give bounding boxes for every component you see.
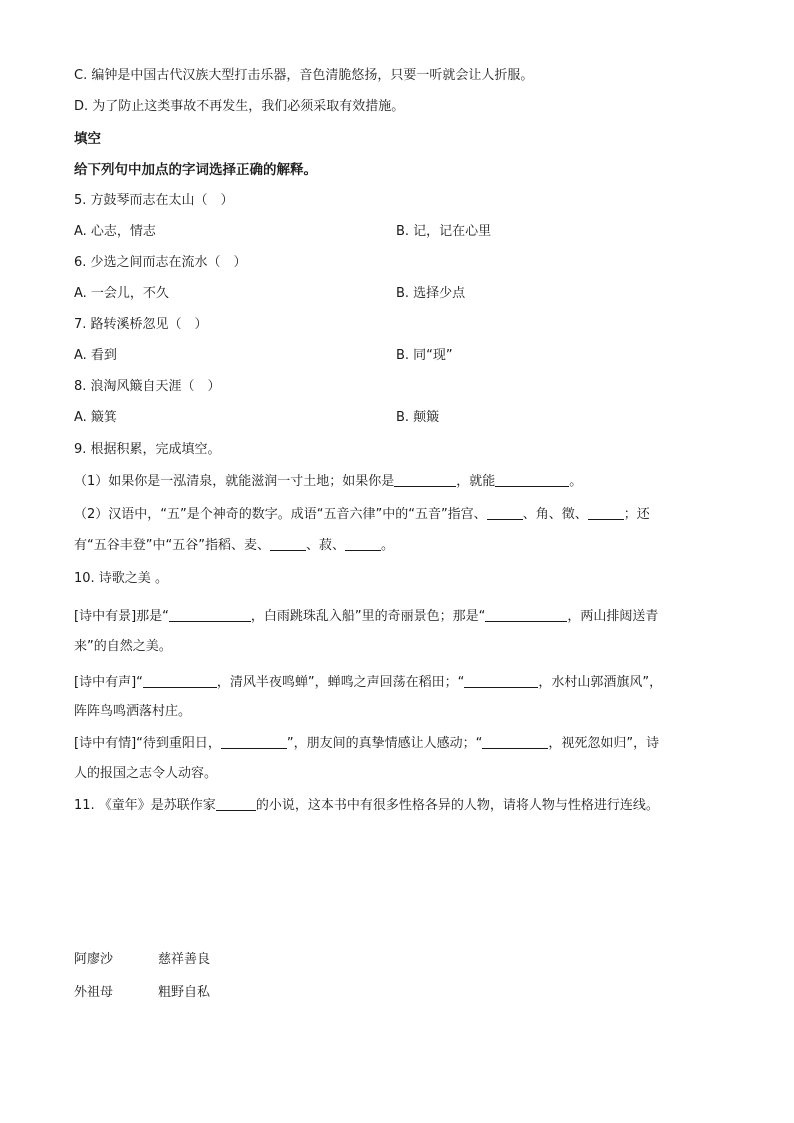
q10-line6: 人的报国之志令人动容。 bbox=[74, 766, 218, 781]
q6-option-a: A. 一会儿，不久 bbox=[74, 286, 169, 301]
answer-blank[interactable] bbox=[485, 607, 567, 622]
answer-blank[interactable] bbox=[394, 472, 456, 487]
q10-line5: [诗中有情]“待到重阳日， ”，朋友间的真挚情感让人感动；“ ，视死忽如归”，诗 bbox=[74, 736, 660, 751]
match-left-1[interactable]: 阿廖沙 bbox=[74, 952, 114, 967]
q8-stem: 8. 浪淘风簸自天涯（ ） bbox=[74, 379, 221, 394]
answer-blank[interactable] bbox=[588, 505, 624, 520]
q7-option-b: B. 同“现” bbox=[396, 348, 453, 363]
answer-blank[interactable] bbox=[487, 505, 523, 520]
q10-line4: 阵阵鸟鸣洒落村庄。 bbox=[74, 704, 192, 719]
match-left-2[interactable]: 外祖母 bbox=[74, 985, 114, 1000]
q7-stem: 7. 路转溪桥忽见（ ） bbox=[74, 317, 208, 332]
instruction: 给下列句中加点的字词选择正确的解释。 bbox=[74, 162, 317, 178]
q9-part2: （2）汉语中，“五”是个神奇的数字。成语“五音六律”中的“五音”指宫、 、角、徵、 ；还 bbox=[74, 507, 650, 522]
section-title: 填空 bbox=[74, 131, 101, 147]
q10-stem: 10. 诗歌之美 。 bbox=[74, 571, 168, 586]
q10-line3: [诗中有声]“ ，清风半夜鸣蝉”，蝉鸣之声回荡在稻田；“ ，水村山郭酒旗风”， bbox=[74, 675, 663, 690]
answer-blank[interactable] bbox=[143, 673, 217, 688]
q11-stem: 11. 《童年》是苏联作家 的小说，这本书中有很多性格各异的人物，请将人物与性格进行连线。 bbox=[74, 798, 659, 813]
q6-stem: 6. 少选之间而志在流水（ ） bbox=[74, 255, 247, 270]
q9-part3: 有“五谷丰登”中“五谷”指稻、麦、 、菽、 。 bbox=[74, 538, 394, 553]
answer-blank[interactable] bbox=[270, 536, 306, 551]
q9-part1: （1）如果你是一泓清泉，就能滋润一寸土地；如果你是 ，就能 。 bbox=[74, 474, 583, 489]
q10-line1: [诗中有景]那是“ ，白雨跳珠乱入船”里的奇丽景色；那是“ ，两山排闼送青 bbox=[74, 609, 659, 624]
q7-option-a: A. 看到 bbox=[74, 348, 117, 363]
match-right-2[interactable]: 粗野自私 bbox=[158, 985, 211, 1000]
q5-option-a: A. 心志，情志 bbox=[74, 224, 156, 239]
q8-option-a: A. 簸箕 bbox=[74, 410, 117, 425]
q6-option-b: B. 选择少点 bbox=[396, 286, 466, 301]
option-d: D. 为了防止这类事故不再发生，我们必须采取有效措施。 bbox=[74, 99, 405, 114]
q8-option-b: B. 颠簸 bbox=[396, 410, 440, 425]
answer-blank[interactable] bbox=[482, 734, 548, 749]
q9-stem: 9. 根据积累，完成填空。 bbox=[74, 442, 221, 457]
answer-blank[interactable] bbox=[221, 734, 287, 749]
answer-blank[interactable] bbox=[495, 472, 569, 487]
answer-blank[interactable] bbox=[345, 536, 381, 551]
q5-stem: 5. 方鼓琴而志在太山（ ） bbox=[74, 193, 234, 208]
match-right-1[interactable]: 慈祥善良 bbox=[158, 952, 211, 967]
option-c: C. 编钟是中国古代汉族大型打击乐器，音色清脆悠扬，只要一听就会让人折服。 bbox=[74, 68, 534, 83]
answer-blank[interactable] bbox=[169, 607, 251, 622]
answer-blank[interactable] bbox=[464, 673, 538, 688]
q10-line2: 来”的自然之美。 bbox=[74, 639, 172, 654]
q5-option-b: B. 记，记在心里 bbox=[396, 224, 492, 239]
answer-blank[interactable] bbox=[216, 796, 256, 811]
